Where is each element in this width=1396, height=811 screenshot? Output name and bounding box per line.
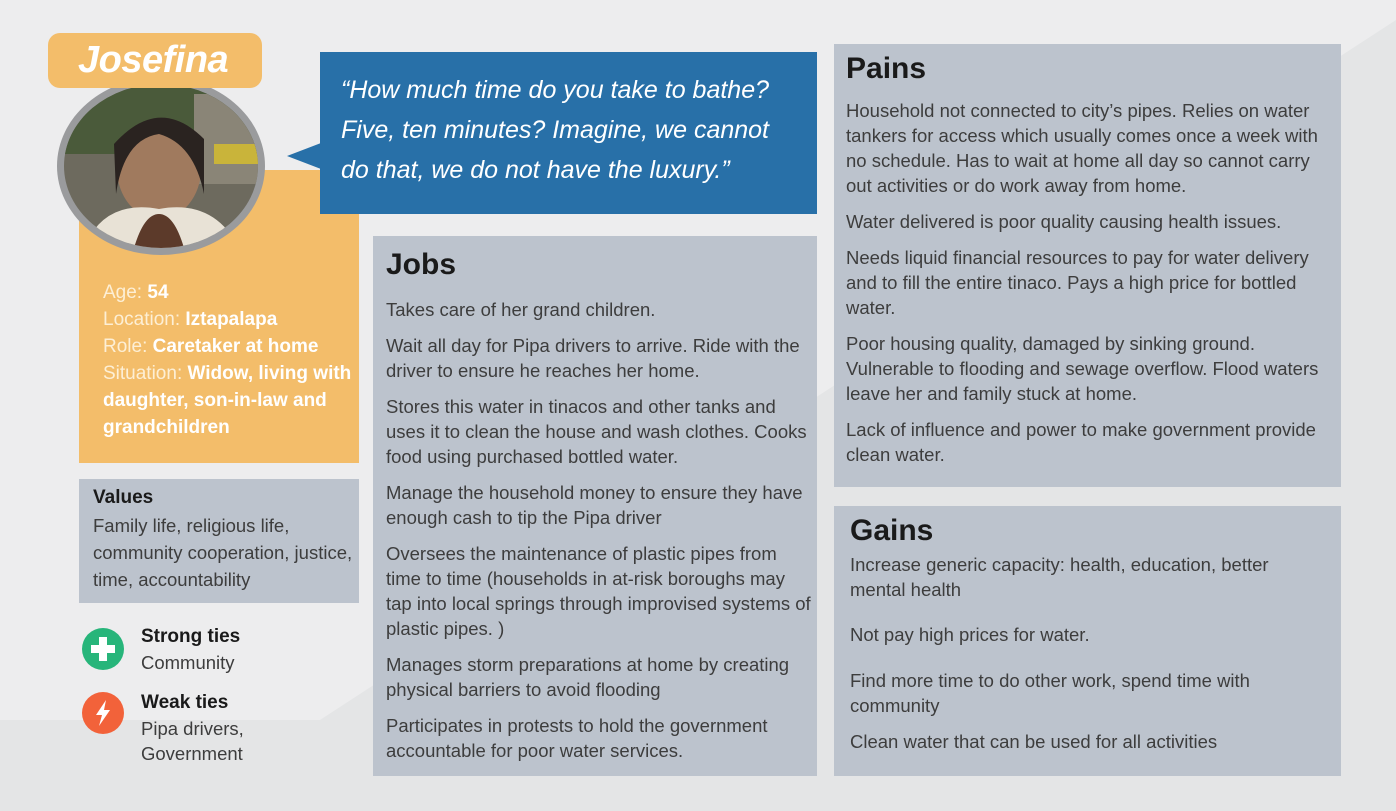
jobs-panel: [373, 236, 817, 776]
list-item: Manages storm preparations at home by creating physical barriers to avoid flooding: [386, 654, 790, 700]
jobs-list: [386, 297, 811, 763]
list-item: Household not connected to city’s pipes. Relies on water tankers for access which usually comes once a week with no schedule. Has to wait at home all day so cannot carry out activities or do work away from home.: [846, 100, 1318, 196]
pains-title: Pains: [846, 52, 927, 85]
situation-value: Widow, living with daughter, son-in-law and grandchildren: [103, 363, 352, 438]
list-item: Takes care of her grand children.: [386, 299, 656, 320]
list-item: Find more time to do other work, spend time with community: [850, 670, 1250, 716]
quote-pointer: [287, 143, 321, 169]
list-item: Clean water that can be used for all activities: [850, 731, 1218, 752]
pains-list: [846, 98, 1333, 467]
gains-title: Gains: [850, 514, 934, 547]
persona-name: Josefina: [48, 33, 262, 88]
weak-ties-desc: Pipa drivers, Government: [141, 718, 244, 764]
gains-panel: [834, 506, 1341, 776]
list-item: Oversees the maintenance of plastic pipes from time to time (households in at-risk boroughs may tap into local springs through improvised systems of plastic pipes. ): [386, 543, 811, 639]
role-label: Role:: [103, 336, 148, 357]
list-item: Water delivered is poor quality causing health issues.: [846, 211, 1282, 232]
strong-ties-title: Strong ties: [141, 626, 241, 647]
role-value: Caretaker at home: [152, 336, 319, 357]
age-value: 54: [147, 282, 169, 303]
gains-list: [850, 552, 1320, 754]
quote-box: [320, 52, 817, 214]
list-item: Poor housing quality, damaged by sinking ground. Vulnerable to flooding and sewage overflow. Flood waters leave her and family stuck at home.: [846, 333, 1319, 404]
weak-ties-title: Weak ties: [141, 692, 229, 713]
avatar: [57, 77, 265, 255]
lightning-icon: [82, 692, 124, 734]
list-item: Wait all day for Pipa drivers to arrive. Ride with the driver to ensure he reaches her home.: [386, 335, 800, 381]
plus-icon: [82, 628, 124, 670]
location-value: Iztapalapa: [185, 309, 278, 330]
list-item: Lack of influence and power to make government provide clean water.: [846, 419, 1316, 465]
quote-text: “How much time do you take to bathe? Five, ten minutes? Imagine, we cannot do that, we do not have the luxury.”: [341, 76, 770, 184]
strong-ties-desc: Community: [141, 652, 235, 673]
age-label: Age:: [103, 282, 143, 303]
avatar-photo: [64, 84, 258, 248]
list-item: Not pay high prices for water.: [850, 624, 1090, 645]
list-item: Needs liquid financial resources to pay for water delivery and to fill the entire tinaco. Pays a high price for bottled water.: [846, 247, 1309, 318]
list-item: Manage the household money to ensure they have enough cash to tip the Pipa driver: [386, 482, 803, 528]
list-item: Stores this water in tinacos and other tanks and uses it to clean the house and wash clothes. Cooks food using purchased bottled water.: [386, 396, 807, 467]
jobs-title: Jobs: [386, 248, 457, 281]
pains-panel: [834, 44, 1341, 487]
situation-label: Situation:: [103, 363, 183, 384]
list-item: Participates in protests to hold the government accountable for poor water services.: [386, 715, 768, 761]
values-title: Values: [93, 487, 154, 508]
list-item: Increase generic capacity: health, education, better mental health: [850, 554, 1269, 600]
profile-details: [103, 279, 353, 441]
values-panel: [79, 479, 359, 603]
location-label: Location:: [103, 309, 181, 330]
values-text: Family life, religious life, community cooperation, justice, time, accountability: [93, 515, 353, 590]
